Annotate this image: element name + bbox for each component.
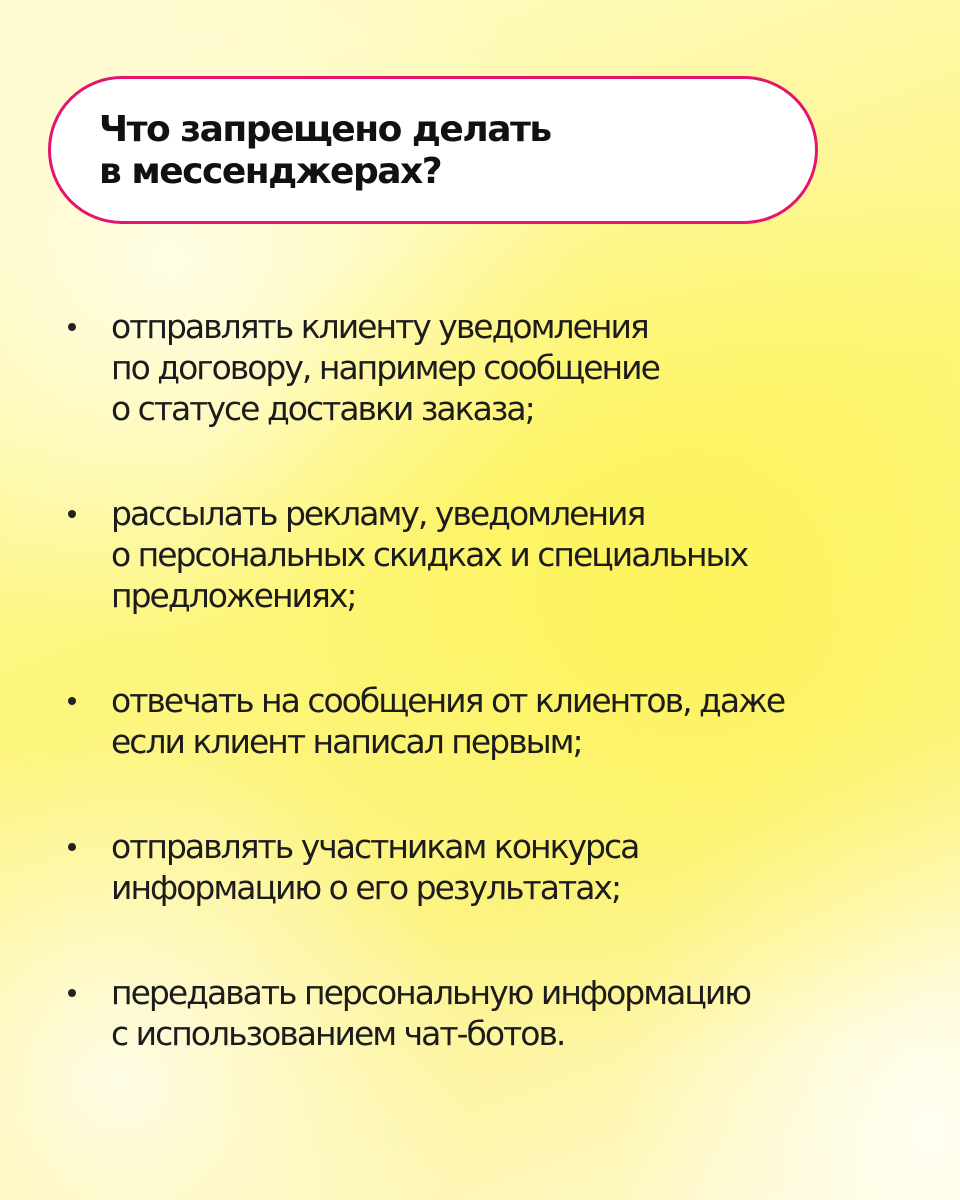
list-item-line: с использованием чат-ботов. <box>111 1014 565 1053</box>
bullet-dot-icon <box>68 697 76 705</box>
list-item-line: предложениях; <box>111 576 356 615</box>
bullet-dot-icon <box>68 989 76 997</box>
list-item-line: отправлять клиенту уведомления <box>111 307 648 346</box>
bullet-dot-icon <box>68 323 76 331</box>
list-item <box>64 680 924 762</box>
prohibited-actions-list <box>64 306 924 1118</box>
list-item <box>64 493 924 616</box>
list-item-line: по договору, например сообщение <box>111 348 659 387</box>
list-item-line: о статусе доставки заказа; <box>111 389 534 428</box>
list-item-line: информацию о его результатах; <box>111 868 621 907</box>
list-item <box>64 972 924 1054</box>
list-item <box>64 826 924 908</box>
list-item-line: отправлять участникам конкурса <box>111 827 639 866</box>
list-item-line: о персональных скидках и специальных <box>111 535 748 574</box>
bullet-dot-icon <box>68 843 76 851</box>
list-item-line: если клиент написал первым; <box>111 722 582 761</box>
bullet-dot-icon <box>68 510 76 518</box>
title-line-1: Что запрещено делать <box>99 109 551 150</box>
list-item-line: передавать персональную информацию <box>111 973 751 1012</box>
list-item-line: отвечать на сообщения от клиентов, даже <box>111 681 785 720</box>
title-line-2: в мессенджерах? <box>99 151 442 192</box>
list-item-line: рассылать рекламу, уведомления <box>111 494 645 533</box>
list-item <box>64 306 924 429</box>
title-pill <box>48 76 818 224</box>
